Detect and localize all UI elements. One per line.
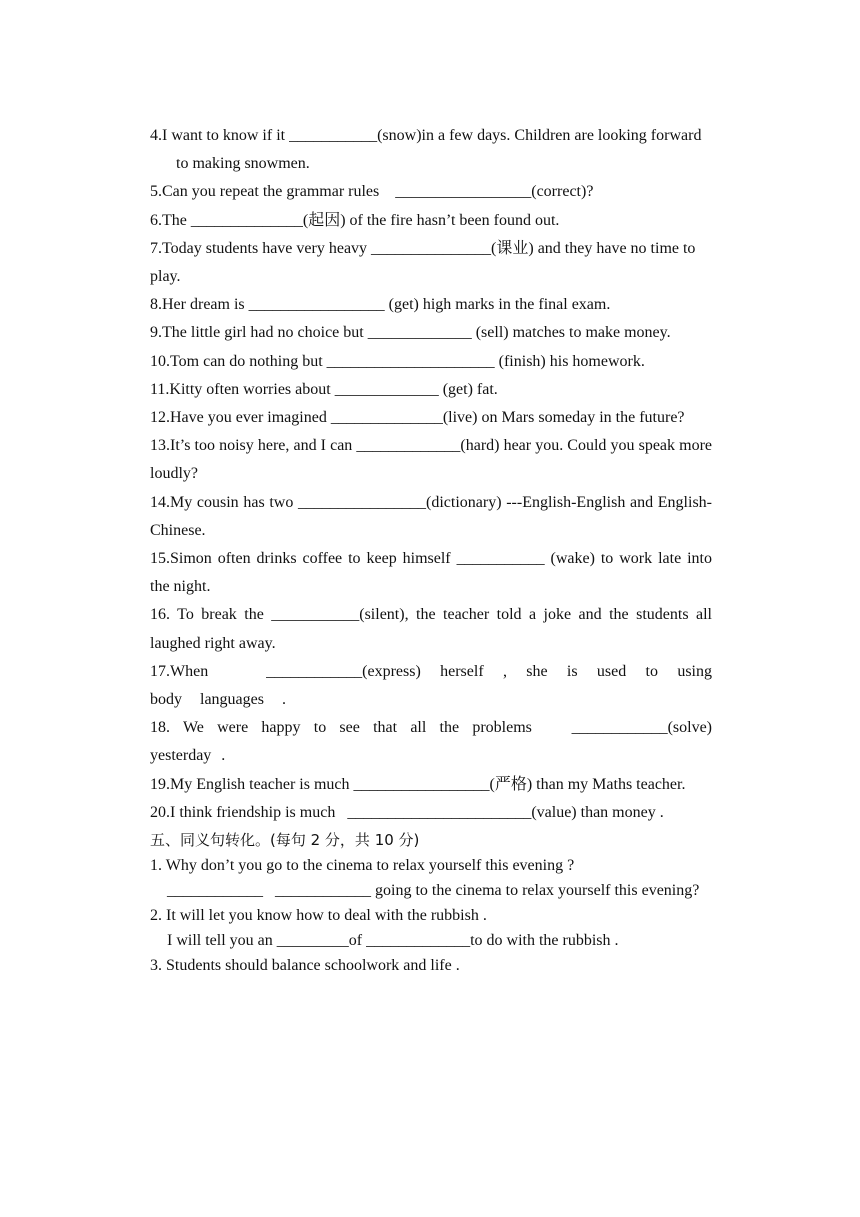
question-12: 12.Have you ever imagined ______________(live) on Mars someday in the future?	[150, 409, 685, 427]
question-11: 11.Kitty often worries about _____________ (get) fat.	[150, 380, 498, 398]
question-18: 18. We were happy to see that all the problems ____________(solve) yesterday .	[150, 719, 722, 765]
section-5-title: 五、同义句转化。(每句 2 分，共 10 分)	[150, 831, 420, 850]
question-4: 4.I want to know if it ___________(snow)in a few days. Children are looking forward to making snowmen.	[150, 127, 702, 173]
rewrite-item-3-original: 3. Students should balance schoolwork and life .	[150, 957, 460, 975]
rewrite-item-2-answer: I will tell you an _________of _____________to do with the rubbish .	[167, 932, 619, 950]
question-8: 8.Her dream is _________________ (get) high marks in the final exam.	[150, 296, 611, 314]
rewrite-item-1-answer: ____________ ____________ going to the cinema to relax yourself this evening?	[167, 882, 700, 900]
question-20: 20.I think friendship is much _______________________(value) than money .	[150, 803, 664, 821]
rewrite-item-2-original: 2. It will let you know how to deal with the rubbish .	[150, 907, 487, 925]
rewrite-item-1-original: 1. Why don’t you go to the cinema to relax yourself this evening ?	[150, 857, 575, 875]
question-14: 14.My cousin has two ________________(dictionary) ---English-English and English-Chinese.	[150, 493, 712, 539]
question-5: 5.Can you repeat the grammar rules _________________(correct)?	[150, 183, 594, 201]
question-19: 19.My English teacher is much _________________(严格) than my Maths teacher.	[150, 775, 686, 793]
worksheet-content	[150, 122, 730, 978]
rewrite-item-3	[150, 953, 712, 978]
question-16: 16. To break the ___________(silent), the teacher told a joke and the students all laughed right away.	[150, 606, 712, 652]
rewrite-item-2	[150, 903, 712, 953]
question-15: 15.Simon often drinks coffee to keep himself ___________ (wake) to work late into the night.	[150, 550, 712, 596]
rewrite-item-1	[150, 853, 712, 903]
question-13: 13.It’s too noisy here, and I can _____________(hard) hear you. Could you speak more loudly?	[150, 437, 712, 483]
question-7: 7.Today students have very heavy _______________(课业) and they have no time to play.	[150, 239, 696, 286]
question-17: 17.When ____________(express) herself , she is used to using body languages .	[150, 662, 730, 709]
question-9: 9.The little girl had no choice but _____________ (sell) matches to make money.	[150, 324, 671, 342]
question-6: 6.The ______________(起因) of the fire hasn’t been found out.	[150, 211, 560, 229]
question-10: 10.Tom can do nothing but _____________________ (finish) his homework.	[150, 352, 645, 370]
